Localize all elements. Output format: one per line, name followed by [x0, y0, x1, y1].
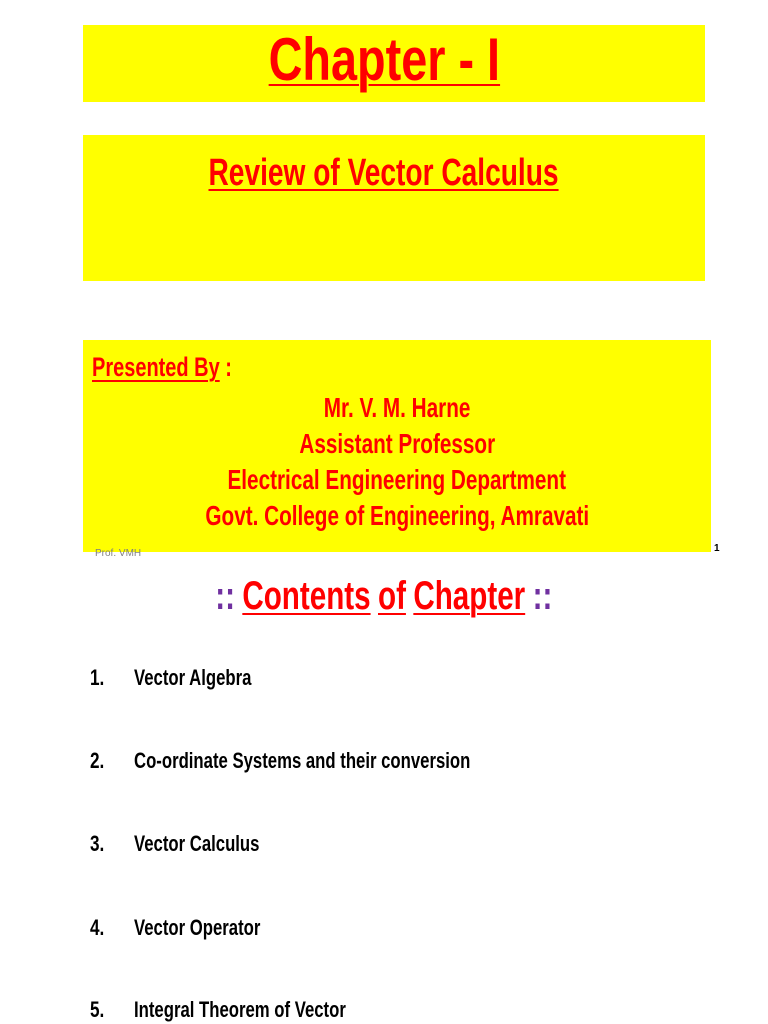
toc-item-text: Vector Algebra — [134, 665, 252, 690]
toc-item-text: Vector Calculus — [134, 831, 260, 856]
chapter-subtitle — [0, 150, 768, 196]
presenter-position — [83, 426, 711, 462]
toc-item-text: Co-ordinate Systems and their conversion — [134, 748, 471, 773]
presenter-name-text: Mr. V. M. Harne — [323, 392, 471, 423]
toc-item-text: Integral Theorem of Vector — [134, 997, 346, 1022]
presenter-position-text: Assistant Professor — [299, 428, 495, 459]
toc-item-number: 4. — [90, 915, 105, 940]
presenter-college — [83, 498, 711, 534]
heading-word-contents: Contents — [242, 574, 371, 618]
toc-item-number: 2. — [90, 748, 105, 773]
presented-by-text: Presented By — [92, 352, 220, 382]
toc-item-number: 5. — [90, 997, 105, 1022]
heading-prefix: :: — [215, 574, 236, 618]
toc-item-number: 3. — [90, 831, 105, 856]
chapter-title — [0, 26, 768, 94]
presenter-name — [83, 390, 711, 426]
chapter-subtitle-text: Review of Vector Calculus — [208, 152, 560, 194]
chapter-title-text: Chapter - I — [268, 26, 500, 93]
heading-word-of: of — [378, 574, 407, 618]
toc-item-number: 1. — [90, 665, 105, 690]
heading-word-chapter: Chapter — [413, 574, 526, 618]
presenter-college-text: Govt. College of Engineering, Amravati — [205, 500, 589, 531]
presenter-department-text: Electrical Engineering Department — [227, 464, 567, 495]
presenter-info — [83, 390, 711, 534]
slide-footer-author: Prof. VMH — [95, 548, 142, 559]
toc-item-text: Vector Operator — [134, 915, 261, 940]
contents-heading — [0, 572, 768, 620]
slide-page-number: 1 — [714, 543, 720, 554]
presenter-department — [83, 462, 711, 498]
heading-suffix: :: — [532, 574, 553, 618]
presented-by-label — [92, 350, 232, 384]
presented-by-colon: : — [219, 352, 232, 382]
